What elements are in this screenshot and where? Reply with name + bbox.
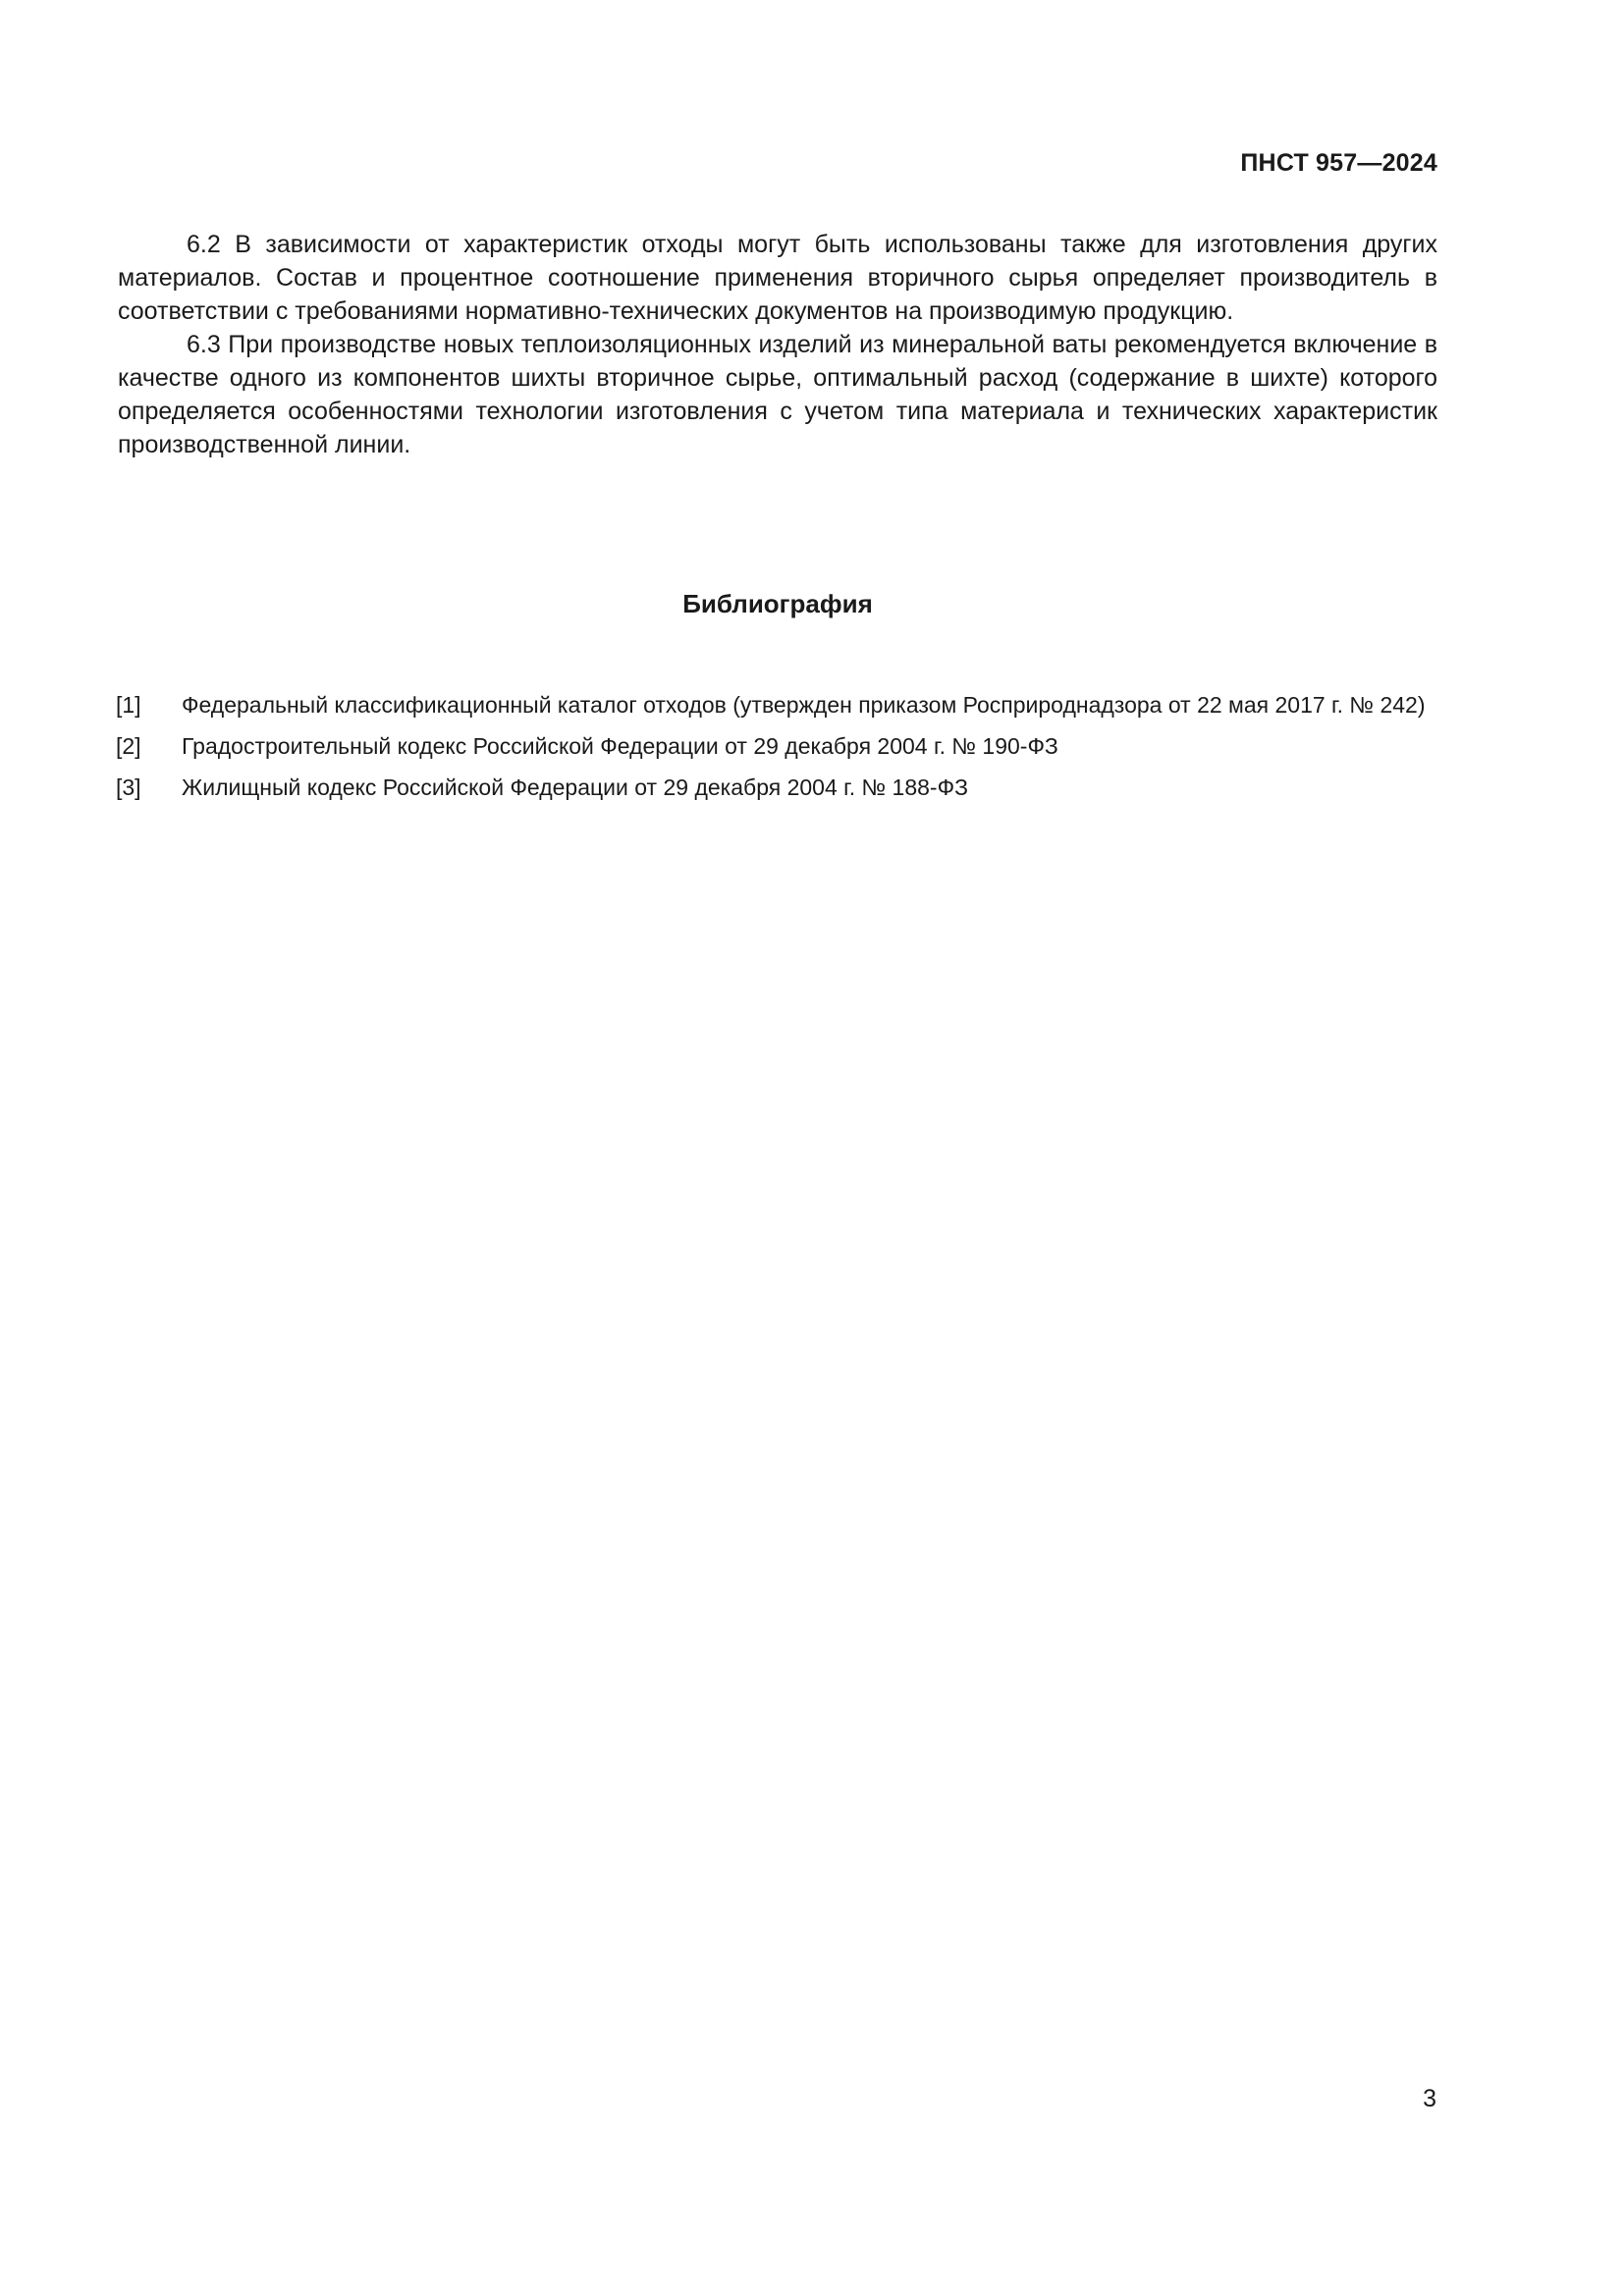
bibliography-entry-number: [2] [116, 733, 141, 759]
bibliography-entry [116, 731, 1441, 761]
bibliography-entry [116, 773, 1441, 802]
bibliography-entry-text: Федеральный классификационный каталог отходов (утвержден приказом Росприроднадзора от 22 мая 2017 г. № 242) [182, 692, 1426, 718]
paragraph-6-2: 6.2 В зависимости от характеристик отходы могут быть использованы также для изготовления других материалов. Состав и процентное соотношение применения вторичного сырья определяет производитель в соответствии с требованиями нормативно-технических документов на производимую продукцию. [118, 231, 1437, 325]
bibliography-heading: Библиография [682, 589, 873, 618]
bibliography-entry-text: Жилищный кодекс Российской Федерации от 29 декабря 2004 г. № 188-ФЗ [182, 774, 968, 800]
paragraph-6-3: 6.3 При производстве новых теплоизоляционных изделий из минеральной ваты рекомендуется включение в качестве одного из компонентов шихты вторичное сырье, оптимальный расход (содержание в шихте) которого определяется особенностями технологии изготовления с учетом типа материала и технических характеристик производственной линии. [118, 331, 1437, 458]
page-number: 3 [1423, 2085, 1436, 2112]
bibliography-entry-text: Градостроительный кодекс Российской Федерации от 29 декабря 2004 г. № 190-ФЗ [182, 733, 1058, 759]
document-code: ПНСТ 957—2024 [1240, 149, 1437, 177]
section-body [118, 228, 1437, 461]
bibliography-list [116, 690, 1441, 814]
bibliography-entry-number: [1] [116, 692, 141, 718]
bibliography-entry [116, 690, 1441, 720]
bibliography-entry-number: [3] [116, 774, 141, 800]
